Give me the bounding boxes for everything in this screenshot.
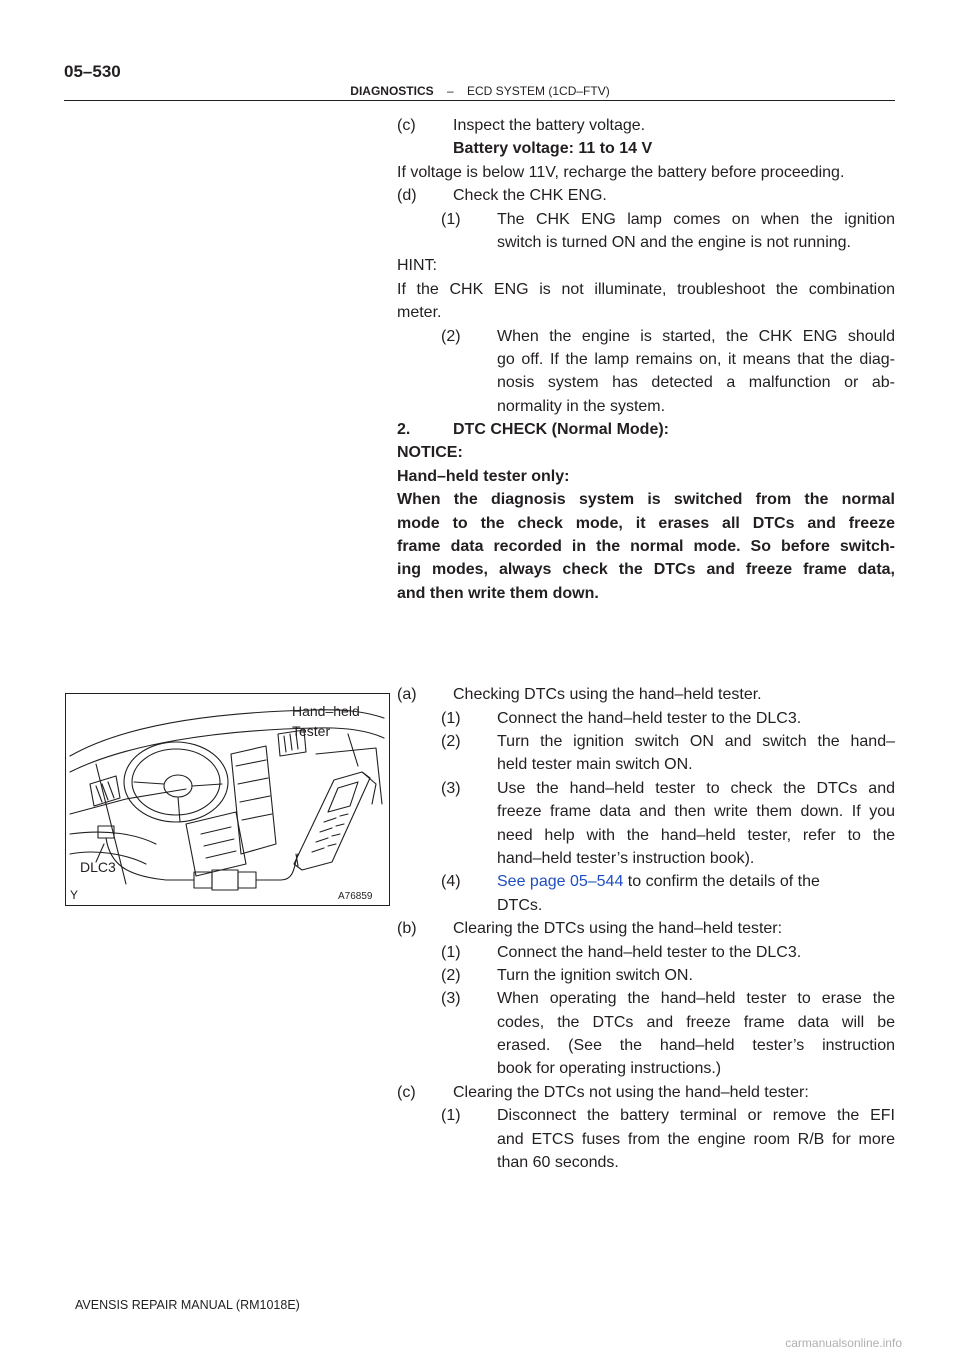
substep-text: go off. If the lamp remains on, it means that the diag- bbox=[497, 350, 895, 368]
step-c-inspect-battery bbox=[397, 114, 895, 137]
hint-text-cont bbox=[397, 301, 895, 324]
substep-text: Connect the hand–held tester to the DLC3. bbox=[497, 943, 802, 961]
substep-a3-cont bbox=[397, 800, 895, 823]
substep-d2-cont bbox=[397, 348, 895, 371]
battery-spec bbox=[397, 137, 895, 160]
substep-text: DTCs. bbox=[497, 896, 543, 914]
running-header bbox=[0, 84, 960, 98]
step-label: (b) bbox=[397, 920, 417, 938]
substep-text: Turn the ignition switch ON. bbox=[497, 966, 693, 984]
step-label: (a) bbox=[397, 686, 417, 704]
procedure-text bbox=[397, 114, 895, 1174]
step-b-clearing-dtcs bbox=[397, 917, 895, 940]
substep-label: (1) bbox=[441, 210, 461, 228]
substep-a1 bbox=[397, 707, 895, 730]
step-text: Clearing the DTCs using the hand–held tester: bbox=[453, 920, 783, 938]
substep-text bbox=[497, 870, 820, 893]
notice-text: ing modes, always check the DTCs and freeze frame data, bbox=[397, 561, 895, 579]
notice-text: frame data recorded in the normal mode. So before switch- bbox=[397, 538, 895, 556]
section-2-heading bbox=[397, 418, 895, 441]
substep-label: (1) bbox=[441, 709, 461, 727]
notice-line bbox=[397, 535, 895, 558]
substep-b1 bbox=[397, 941, 895, 964]
substep-d2-cont bbox=[397, 395, 895, 418]
figure-corner-mark: Y bbox=[70, 888, 79, 902]
substep-text: Disconnect the battery terminal or remove the EFI bbox=[497, 1107, 895, 1125]
substep-label: (3) bbox=[441, 779, 461, 797]
substep-d1-cont bbox=[397, 231, 895, 254]
substep-label: (2) bbox=[441, 327, 461, 345]
spec-text: Battery voltage: 11 to 14 V bbox=[453, 140, 653, 158]
substep-label: (2) bbox=[441, 732, 461, 750]
hint-line: meter. bbox=[397, 304, 442, 322]
substep-label: (1) bbox=[441, 943, 461, 961]
substep-a4-cont bbox=[397, 894, 895, 917]
step-c-clearing-without-tester bbox=[397, 1081, 895, 1104]
step-a-checking-dtcs bbox=[397, 683, 895, 706]
notice-text: mode to the check mode, it erases all DTCs and freeze bbox=[397, 514, 895, 532]
substep-text: hand–held tester’s instruction book). bbox=[497, 849, 755, 867]
substep-text: book for operating instructions.) bbox=[497, 1060, 722, 1078]
substep-c1-cont bbox=[397, 1151, 895, 1174]
substep-text: freeze frame data and then write them down. If you bbox=[497, 803, 895, 821]
notice-text: Hand–held tester only: bbox=[397, 467, 570, 485]
substep-text: normality in the system. bbox=[497, 397, 666, 415]
substep-label: (3) bbox=[441, 990, 461, 1008]
dlc3-label: DLC3 bbox=[80, 859, 116, 875]
substep-b3 bbox=[397, 987, 895, 1010]
substep-a2-cont bbox=[397, 753, 895, 776]
see-page-link[interactable]: See page 05–544 bbox=[497, 873, 624, 891]
note-text: If voltage is below 11V, recharge the battery before proceeding. bbox=[397, 163, 845, 181]
substep-a2 bbox=[397, 730, 895, 753]
substep-b2 bbox=[397, 964, 895, 987]
substep-a3-cont bbox=[397, 847, 895, 870]
substep-c1 bbox=[397, 1104, 895, 1127]
substep-a3 bbox=[397, 777, 895, 800]
substep-text: and ETCS fuses from the engine room R/B for more bbox=[497, 1130, 895, 1148]
step-label: (c) bbox=[397, 117, 416, 134]
header-subsection: ECD SYSTEM (1CD–FTV) bbox=[467, 84, 610, 98]
substep-text: Use the hand–held tester to check the DTCs and bbox=[497, 779, 895, 797]
substep-text: than 60 seconds. bbox=[497, 1154, 619, 1172]
substep-text: When the engine is started, the CHK ENG should bbox=[497, 327, 895, 345]
recharge-note bbox=[397, 161, 895, 184]
substep-label: (1) bbox=[441, 1107, 461, 1125]
header-separator: – bbox=[446, 84, 454, 98]
substep-label: (2) bbox=[441, 966, 461, 984]
spacer bbox=[397, 605, 895, 683]
substep-text: erased. (See the hand–held tester’s instruction bbox=[497, 1037, 895, 1055]
substep-text: codes, the DTCs and freeze frame data will be bbox=[497, 1013, 895, 1031]
page-number: 05–530 bbox=[64, 62, 121, 81]
hint-text bbox=[397, 278, 895, 301]
substep-c1-cont bbox=[397, 1128, 895, 1151]
notice-line bbox=[397, 582, 895, 605]
hint-label bbox=[397, 254, 895, 277]
step-text: Check the CHK ENG. bbox=[453, 187, 607, 205]
substep-a3-cont bbox=[397, 824, 895, 847]
substep-text: nosis system has detected a malfunction or ab- bbox=[497, 374, 895, 392]
substep-label: (4) bbox=[441, 873, 461, 891]
substep-text: Turn the ignition switch ON and switch the hand– bbox=[497, 732, 895, 750]
substep-b3-cont bbox=[397, 1034, 895, 1057]
notice-text: and then write them down. bbox=[397, 584, 599, 602]
footer-manual-title: AVENSIS REPAIR MANUAL (RM1018E) bbox=[75, 1298, 300, 1312]
substep-a4 bbox=[397, 870, 895, 893]
notice-line bbox=[397, 558, 895, 581]
tester-label-line2: Tester bbox=[292, 723, 331, 739]
hint-heading: HINT: bbox=[397, 257, 437, 275]
substep-text: Connect the hand–held tester to the DLC3. bbox=[497, 709, 802, 727]
step-label: (d) bbox=[397, 187, 417, 205]
substep-b3-cont bbox=[397, 1011, 895, 1034]
step-text: Checking DTCs using the hand–held tester. bbox=[453, 686, 762, 704]
tester-label-line1: Hand–held bbox=[292, 703, 360, 719]
substep-text: held tester main switch ON. bbox=[497, 756, 693, 774]
footer-watermark: carmanualsonline.info bbox=[785, 1336, 902, 1350]
substep-text: need help with the hand–held tester, refer to the bbox=[497, 826, 895, 844]
section-number: 2. bbox=[397, 421, 411, 439]
substep-d1 bbox=[397, 208, 895, 231]
step-label: (c) bbox=[397, 1083, 416, 1101]
section-title: DTC CHECK (Normal Mode): bbox=[453, 421, 669, 439]
notice-line bbox=[397, 512, 895, 535]
step-text: Clearing the DTCs not using the hand–held tester: bbox=[453, 1083, 809, 1101]
substep-d2 bbox=[397, 325, 895, 348]
notice-line bbox=[397, 465, 895, 488]
header-section: DIAGNOSTICS bbox=[350, 84, 434, 98]
substep-d2-cont bbox=[397, 371, 895, 394]
step-text: Inspect the battery voltage. bbox=[453, 117, 646, 134]
substep-b3-cont bbox=[397, 1057, 895, 1080]
substep-text: When operating the hand–held tester to erase the bbox=[497, 990, 895, 1008]
notice-text: When the diagnosis system is switched from the normal bbox=[397, 491, 895, 509]
figure-id: A76859 bbox=[338, 891, 373, 902]
notice-line bbox=[397, 488, 895, 511]
substep-text-rest: to confirm the details of the bbox=[623, 873, 820, 891]
notice-heading: NOTICE: bbox=[397, 444, 463, 462]
notice-label bbox=[397, 441, 895, 464]
hint-line: If the CHK ENG is not illuminate, troubleshoot the combination bbox=[397, 280, 895, 298]
figure-hand-held-tester bbox=[65, 693, 390, 906]
step-d-check-chk-eng bbox=[397, 184, 895, 207]
substep-text: switch is turned ON and the engine is not running. bbox=[497, 233, 851, 251]
substep-text: The CHK ENG lamp comes on when the ignition bbox=[497, 210, 895, 228]
header-rule bbox=[64, 100, 895, 101]
